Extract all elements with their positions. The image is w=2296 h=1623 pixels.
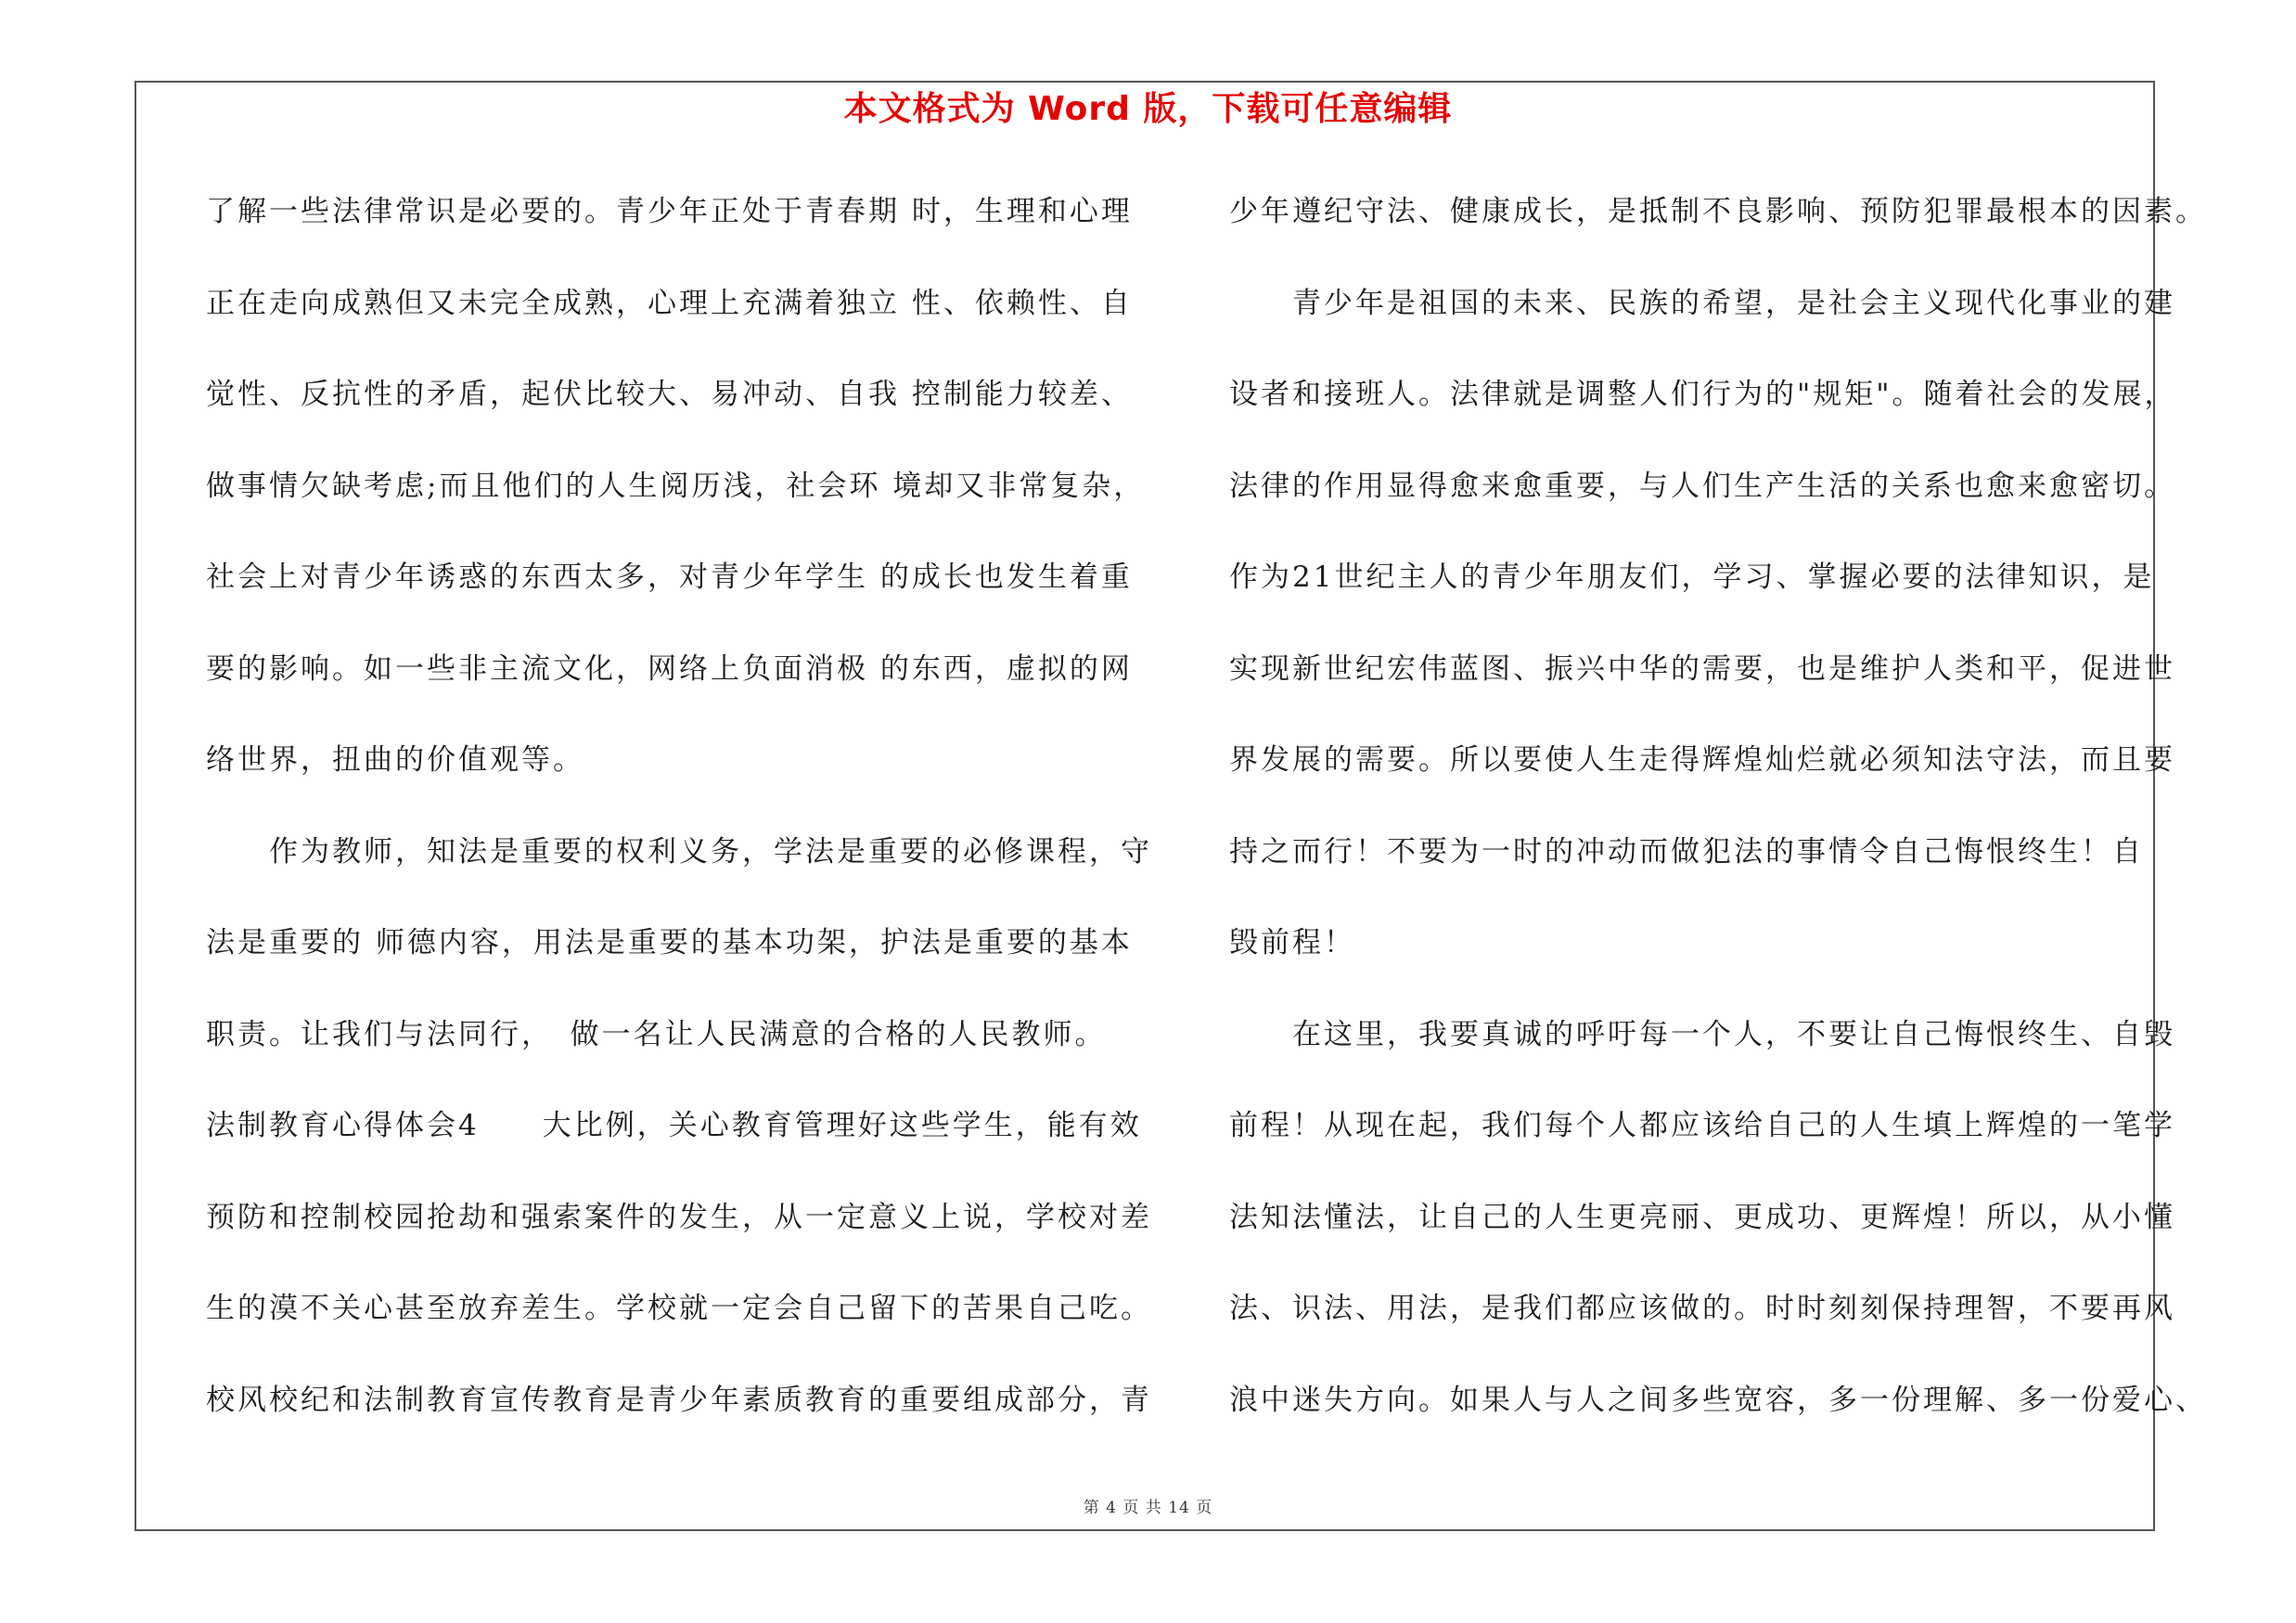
text-line: 毁前程！ [1229,926,1355,960]
text-line: 预防和控制校园抢劫和强索案件的发生，从一定意义上说，学校对差 [206,1200,1152,1234]
text-line: 作为21世纪主人的青少年朋友们，学习、掌握必要的法律知识，是 [1229,560,2155,594]
text-line: 络世界，扭曲的价值观等。 [206,743,584,777]
text-line: 生的漠不关心甚至放弃差生。学校就一定会自己留下的苦果自己吃。 [206,1292,1152,1325]
text-line: 职责。让我们与法同行， 做一名让人民满意的合格的人民教师。 [206,1017,1107,1051]
text-line: 前程！从现在起，我们每个人都应该给自己的人生填上辉煌的一笔学 [1229,1109,2175,1142]
text-line: 法知法懂法，让自己的人生更亮丽、更成功、更辉煌！所以，从小懂 [1229,1200,2175,1234]
right-text-column [1229,184,2207,1463]
text-line: 持之而行！不要为一时的冲动而做犯法的事情令自己悔恨终生！自 [1229,834,2144,869]
page-number-footer: 第 4 页 共 14 页 [1083,1499,1213,1517]
text-line: 觉性、反抗性的矛盾，起伏比较大、易冲动、自我 控制能力较差、 [206,378,1133,411]
format-notice-banner: 本文格式为 Word 版，下载可任意编辑 [843,90,1453,128]
text-line: 了解一些法律常识是必要的。青少年正处于青春期 时，生理和心理 [206,195,1133,228]
text-line: 法是重要的 师德内容，用法是重要的基本功架，护法是重要的基本 [206,926,1133,960]
left-text-column [206,184,1152,1463]
text-line: 做事情欠缺考虑;而且他们的人生阅历浅，社会环 境却又非常复杂， [206,469,1146,503]
text-line: 正在走向成熟但又未完全成熟，心理上充满着独立 性、依赖性、自 [206,286,1133,320]
text-line: 设者和接班人。法律就是调整人们行为的"规矩"。随着社会的发展， [1229,378,2176,411]
text-line: 作为教师，知法是重要的权利义务，学法是重要的必修课程，守 [206,834,1152,869]
text-line: 界发展的需要。所以要使人生走得辉煌灿烂就必须知法守法，而且要 [1229,743,2175,777]
text-line: 社会上对青少年诱惑的东西太多，对青少年学生 的成长也发生着重 [206,560,1133,594]
text-line: 法律的作用显得愈来愈重要，与人们生产生活的关系也愈来愈密切。 [1229,469,2175,503]
text-line: 少年遵纪守法、健康成长，是抵制不良影响、预防犯罪最根本的因素。 [1229,195,2207,228]
text-line: 法、识法、用法，是我们都应该做的。时时刻刻保持理智，不要再风 [1229,1292,2175,1325]
section-heading-line: 法制教育心得体会4 大比例，关心教育管理好这些学生，能有效 [206,1109,1142,1142]
text-line: 在这里，我要真诚的呼吁每一个人，不要让自己悔恨终生、自毁 [1229,1017,2175,1051]
text-line: 实现新世纪宏伟蓝图、振兴中华的需要，也是维护人类和平，促进世 [1229,651,2175,686]
text-line: 校风校纪和法制教育宣传教育是青少年素质教育的重要组成部分，青 [206,1383,1152,1417]
text-line: 浪中迷失方向。如果人与人之间多些宽容，多一份理解、多一份爱心、 [1229,1383,2207,1417]
text-line: 青少年是祖国的未来、民族的希望，是社会主义现代化事业的建 [1229,286,2175,320]
text-line: 要的影响。如一些非主流文化，网络上负面消极 的东西，虚拟的网 [206,651,1133,686]
